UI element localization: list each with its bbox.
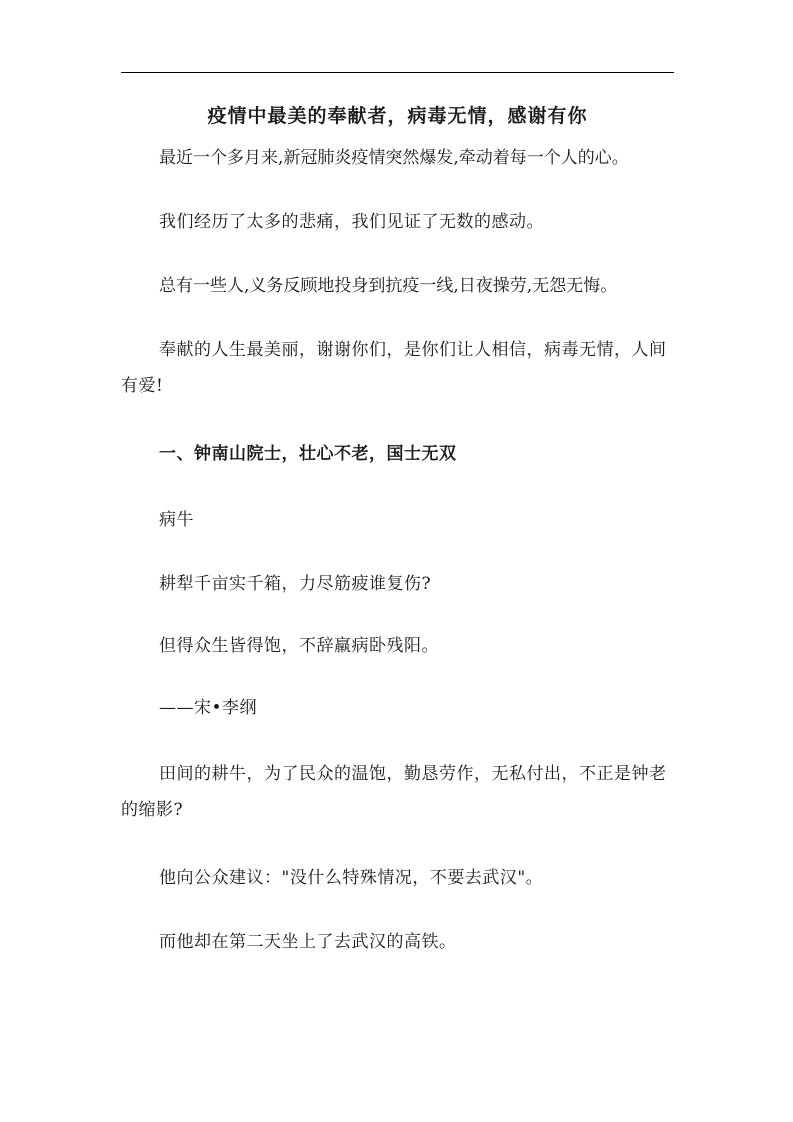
header-rule bbox=[121, 72, 674, 73]
poem-author: ——宋•李纲 bbox=[159, 698, 258, 718]
paragraph-dedication: 奉献的人生最美丽，谢谢你们，是你们让人相信，病毒无情，人间有爱! bbox=[121, 340, 667, 396]
section-heading: 一、钟南山院士，壮心不老，国士无双 bbox=[159, 444, 457, 464]
paragraph-ox: 田间的耕牛，为了民众的温饱，勤恳劳作，无私付出，不正是钟老的缩影? bbox=[121, 764, 667, 820]
paragraph-advice: 他向公众建议："没什么特殊情况，不要去武汉"。 bbox=[159, 868, 544, 888]
paragraph-train: 而他却在第二天坐上了去武汉的高铁。 bbox=[159, 932, 457, 952]
poem-title: 病牛 bbox=[159, 510, 194, 530]
poem-line-1: 耕犁千亩实千箱，力尽筋疲谁复伤? bbox=[159, 574, 432, 594]
paragraph-experience: 我们经历了太多的悲痛，我们见证了无数的感动。 bbox=[159, 212, 544, 232]
poem-line-2: 但得众生皆得饱，不辞羸病卧残阳。 bbox=[159, 636, 439, 656]
paragraph-intro: 最近一个多月来,新冠肺炎疫情突然爆发,牵动着每一个人的心。 bbox=[159, 148, 629, 168]
paragraph-frontline: 总有一些人,义务反顾地投身到抗疫一线,日夜操劳,无怨无悔。 bbox=[159, 276, 618, 296]
document-title: 疫情中最美的奉献者，病毒无情，感谢有你 bbox=[207, 105, 588, 127]
